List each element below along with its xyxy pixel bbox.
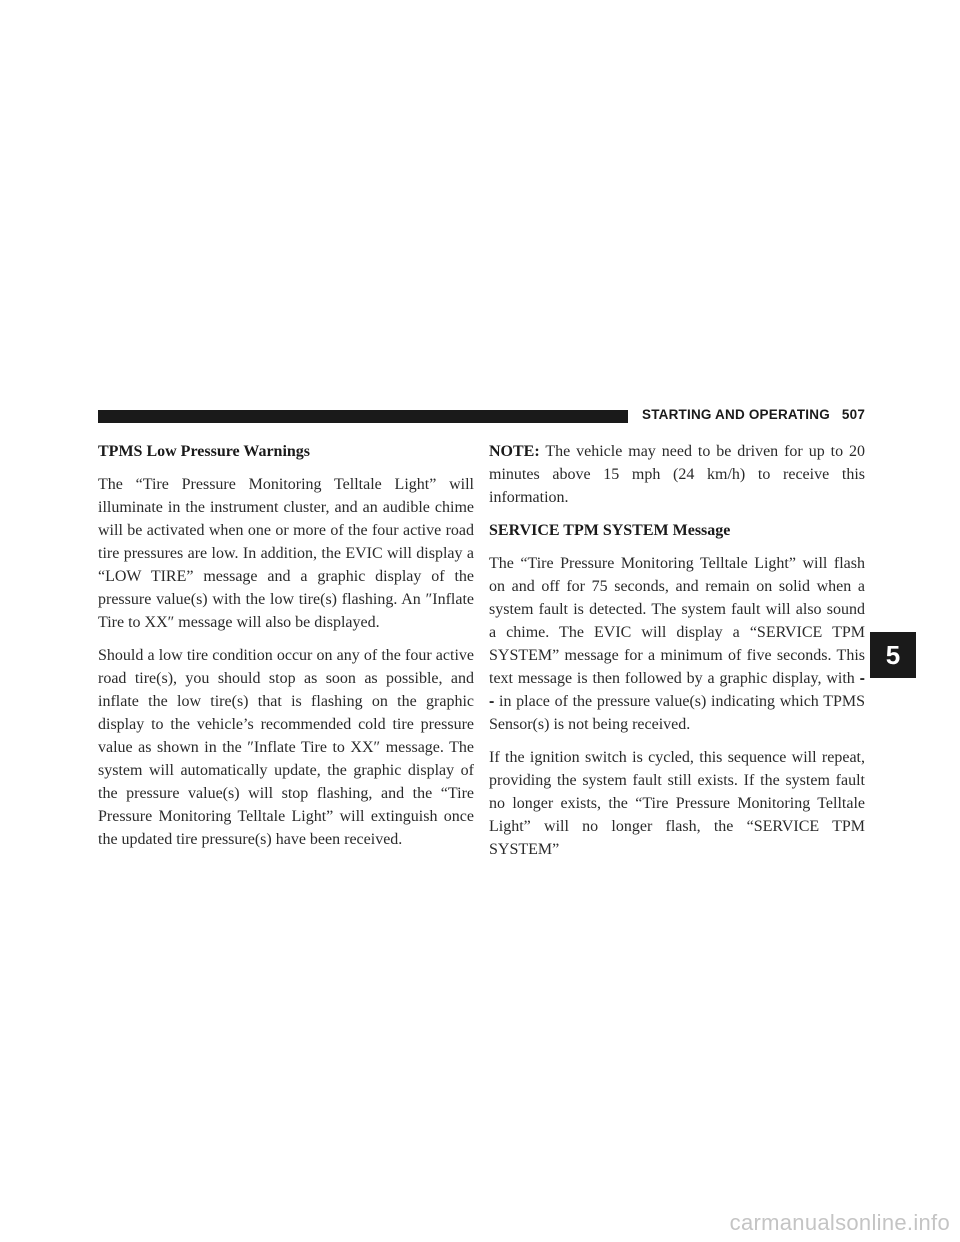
running-header — [642, 407, 865, 422]
header-rule — [98, 410, 628, 423]
dashes-glyph: - - — [489, 670, 865, 710]
watermark: carmanualsonline.info — [729, 1210, 950, 1235]
note-label: NOTE: — [489, 443, 540, 460]
note-paragraph — [489, 440, 865, 509]
right-column — [489, 440, 865, 871]
paragraph-system-fault — [489, 552, 865, 736]
paragraph-ignition-cycle: If the ignition switch is cycled, this sequence will repeat, providing the system fault still exists. If the system fault no longer exists, the “Tire Pressure Monitoring Telltale Light” will no longer flash, the “SERVICE TPM SYSTEM” — [489, 749, 865, 858]
left-column — [98, 440, 474, 861]
system-fault-text-a: The “Tire Pressure Monitoring Telltale Light” will flash on and off for 75 seconds, and remain on solid when a system fault is detected. The system fault will also sound a chime. The EVIC will display a “SERVICE TPM SYSTEM” message for a minimum of five seconds. This text message is then followed by a graphic display, with — [489, 555, 865, 687]
heading-service-tpm-system: SERVICE TPM SYSTEM Message — [489, 522, 731, 539]
note-text: The vehicle may need to be driven for up to 20 minutes above 15 mph (24 km/h) to receive this information. — [489, 443, 866, 506]
heading-low-pressure-warnings: TPMS Low Pressure Warnings — [98, 443, 311, 460]
page-number: 507 — [841, 407, 866, 422]
chapter-tab: 5 — [870, 632, 916, 678]
section-title: STARTING AND OPERATING — [642, 407, 830, 422]
paragraph-telltale-light: The “Tire Pressure Monitoring Telltale Light” will illuminate in the instrument cluster, and an audible chime will be activated when one or more of the four active road tire pressures are low. In addition, the EVIC will display a “LOW TIRE” message and a graphic display of the pressure value(s) with the low tire(s) flashing. An ″Inflate Tire to XX″ message will also be displayed. — [98, 476, 474, 631]
paragraph-low-tire-condition: Should a low tire condition occur on any of the four active road tire(s), you should stop as soon as possible, and inflate the low tire(s) that is flashing on the graphic display to the vehicle’s recommended cold tire pressure value as shown in the ″Inflate Tire to XX″ message. The system will automatically update, the graphic display of the pressure value(s) will stop flashing, and the “Tire Pressure Monitoring Telltale Light” will extinguish once the updated tire pressure(s) have been received. — [98, 647, 474, 848]
system-fault-text-b: in place of the pressure value(s) indicating which TPMS Sensor(s) is not being received. — [489, 693, 865, 733]
